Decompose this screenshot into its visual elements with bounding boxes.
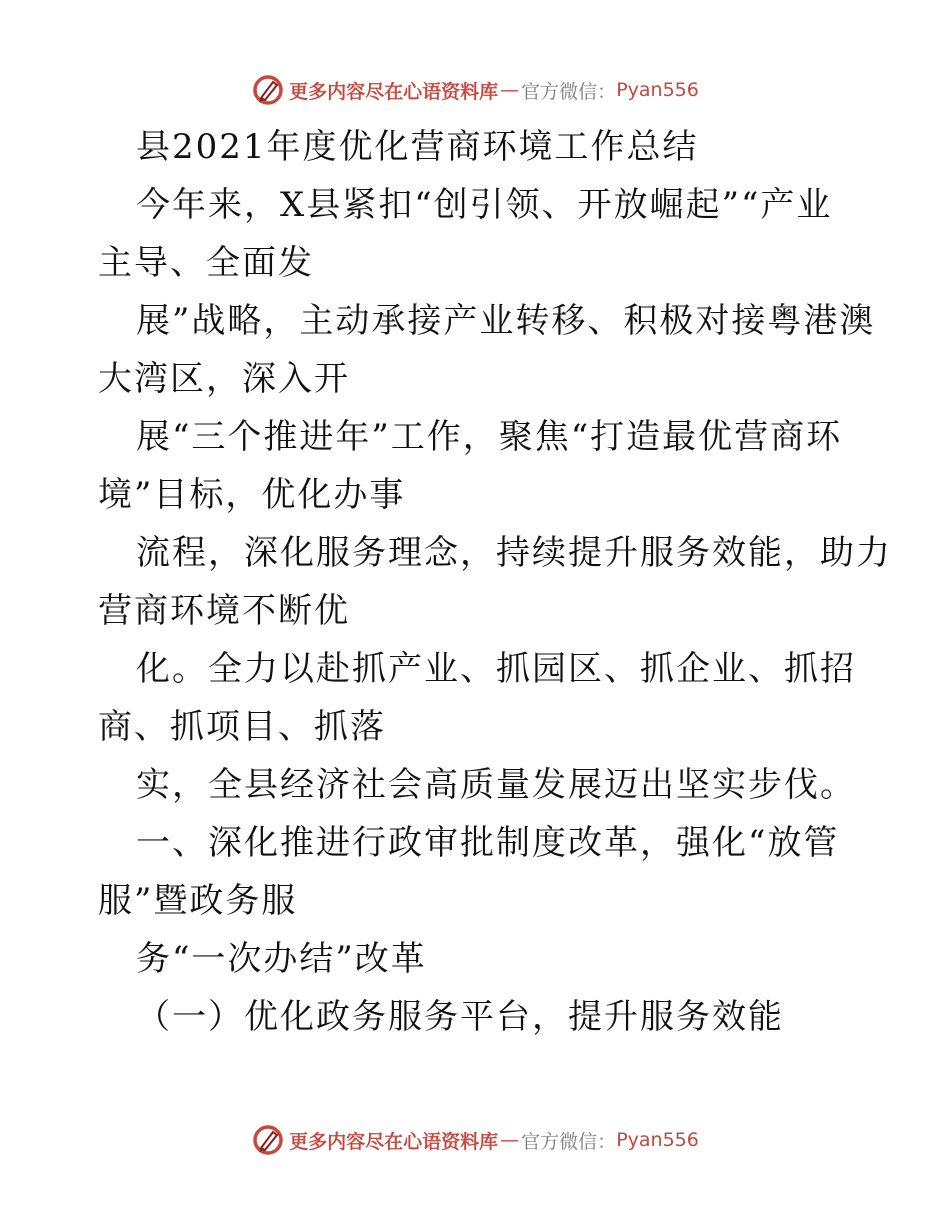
- header-watermark: [0, 70, 950, 110]
- pen-logo-icon: [251, 73, 285, 107]
- text-line: 务“一次办结”改革: [136, 939, 427, 979]
- footer-watermark: [0, 1120, 950, 1160]
- watermark-dash: —: [500, 79, 520, 101]
- text-line: 服”暨政务服: [98, 881, 298, 921]
- text-line: 实，全县经济社会高质量发展迈出坚实步伐。: [136, 765, 856, 805]
- watermark-dash: —: [500, 1129, 520, 1151]
- pen-logo-icon: [251, 1123, 285, 1157]
- text-line: 展“三个推进年”工作，聚焦“打造最优营商环: [136, 417, 843, 457]
- text-line: （一）优化政务服务平台，提升服务效能: [136, 997, 784, 1037]
- document-body: [98, 118, 892, 1046]
- text-line: 商、抓项目、抓落: [98, 707, 386, 747]
- text-line: 展”战略，主动承接产业转移、积极对接粤港澳: [136, 301, 876, 341]
- text-line: 流程，深化服务理念，持续提升服务效能，助力: [136, 533, 892, 573]
- watermark-wechat-id: Pyan556: [616, 1129, 699, 1151]
- text-line: 主导、全面发: [98, 243, 314, 283]
- watermark-wechat-id: Pyan556: [616, 79, 699, 101]
- text-line: 今年来，X县紧扣“创引领、开放崛起”“产业: [136, 185, 833, 225]
- watermark-label: 官方微信：: [521, 1130, 617, 1153]
- watermark-label: 官方微信：: [521, 80, 617, 103]
- text-line: 县2021年度优化营商环境工作总结: [136, 127, 699, 167]
- text-line: 营商环境不断优: [98, 591, 350, 631]
- text-line: 化。全力以赴抓产业、抓园区、抓企业、抓招: [136, 649, 856, 689]
- watermark-prefix: 更多内容尽在心语资料库: [289, 1130, 499, 1153]
- text-line: 大湾区，深入开: [98, 359, 350, 399]
- text-line: 一、深化推进行政审批制度改革，强化“放管: [136, 823, 840, 863]
- text-line: 境”目标，优化办事: [98, 475, 406, 515]
- watermark-prefix: 更多内容尽在心语资料库: [289, 80, 499, 103]
